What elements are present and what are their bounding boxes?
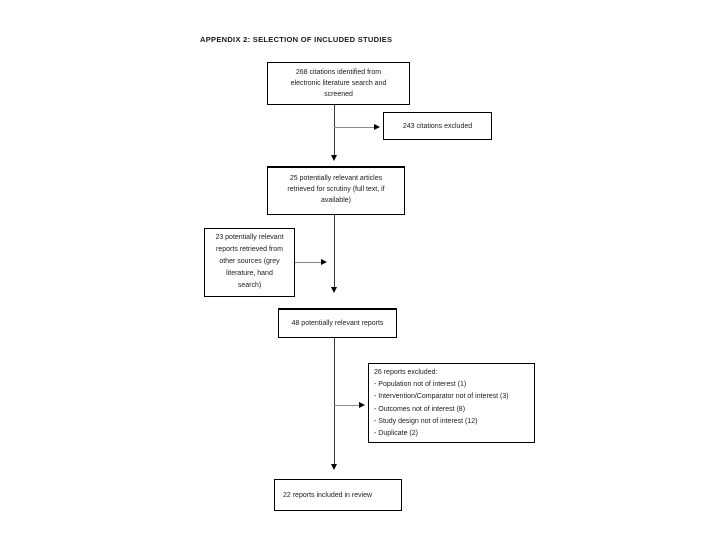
exclusion-reason: - Outcomes not of interest (8) xyxy=(374,405,466,413)
arrow-line-retrieved-to-relevant xyxy=(334,215,335,287)
arrow-line-other-sources-to-flow xyxy=(295,262,321,263)
diagram-title: APPENDIX 2: SELECTION OF INCLUDED STUDIES xyxy=(200,35,393,44)
identified-citations-line: screened xyxy=(324,91,353,98)
arrowhead-right-icon xyxy=(321,259,327,265)
arrow-line-relevant-to-included xyxy=(334,338,335,464)
exclusion-reason: - Intervention/Comparator not of interest (3) xyxy=(374,393,509,401)
other-sources-line: 23 potentially relevant xyxy=(215,234,284,241)
articles-retrieved-line: 25 potentially relevant articles xyxy=(289,175,383,182)
arrowhead-down-icon xyxy=(331,155,337,161)
other-sources-line: literature, hand xyxy=(226,270,273,277)
relevant-reports-box xyxy=(278,308,397,338)
arrowhead-down-icon xyxy=(331,464,337,470)
citations-excluded-box xyxy=(383,112,492,140)
identified-citations-line: 268 citations identified from xyxy=(295,69,382,76)
arrow-line-identified-to-retrieved xyxy=(334,105,335,155)
reports-excluded-box xyxy=(368,363,535,443)
identified-citations-line: electronic literature search and xyxy=(290,80,387,87)
exclusion-reason: - Duplicate (2) xyxy=(374,430,418,438)
other-sources-line: other sources (grey xyxy=(219,258,280,265)
included-reports-box xyxy=(274,479,402,511)
citations-excluded-text: 243 citations excluded xyxy=(402,122,473,130)
exclusion-reason: - Population not of interest (1) xyxy=(374,381,467,389)
other-sources-line: reports retrieved from xyxy=(216,246,283,253)
arrowhead-down-icon xyxy=(331,287,337,293)
other-sources-line: search) xyxy=(237,282,262,289)
articles-retrieved-box xyxy=(267,166,405,215)
arrowhead-right-icon xyxy=(359,402,365,408)
arrow-line-to-citations-excluded xyxy=(334,127,374,128)
relevant-reports-text: 48 potentially relevant reports xyxy=(291,320,384,327)
articles-retrieved-line: retrieved for scrutiny (full text, if xyxy=(287,186,385,193)
other-sources-box xyxy=(204,228,295,297)
included-reports-text: 22 reports included in review xyxy=(283,491,373,499)
arrowhead-right-icon xyxy=(374,124,380,130)
arrow-line-to-reports-excluded xyxy=(334,405,359,406)
articles-retrieved-line: available) xyxy=(321,197,351,204)
identified-citations-box xyxy=(267,62,410,105)
reports-excluded-heading: 26 reports excluded: xyxy=(374,369,438,376)
exclusion-reason: - Study design not of interest (12) xyxy=(374,417,478,425)
